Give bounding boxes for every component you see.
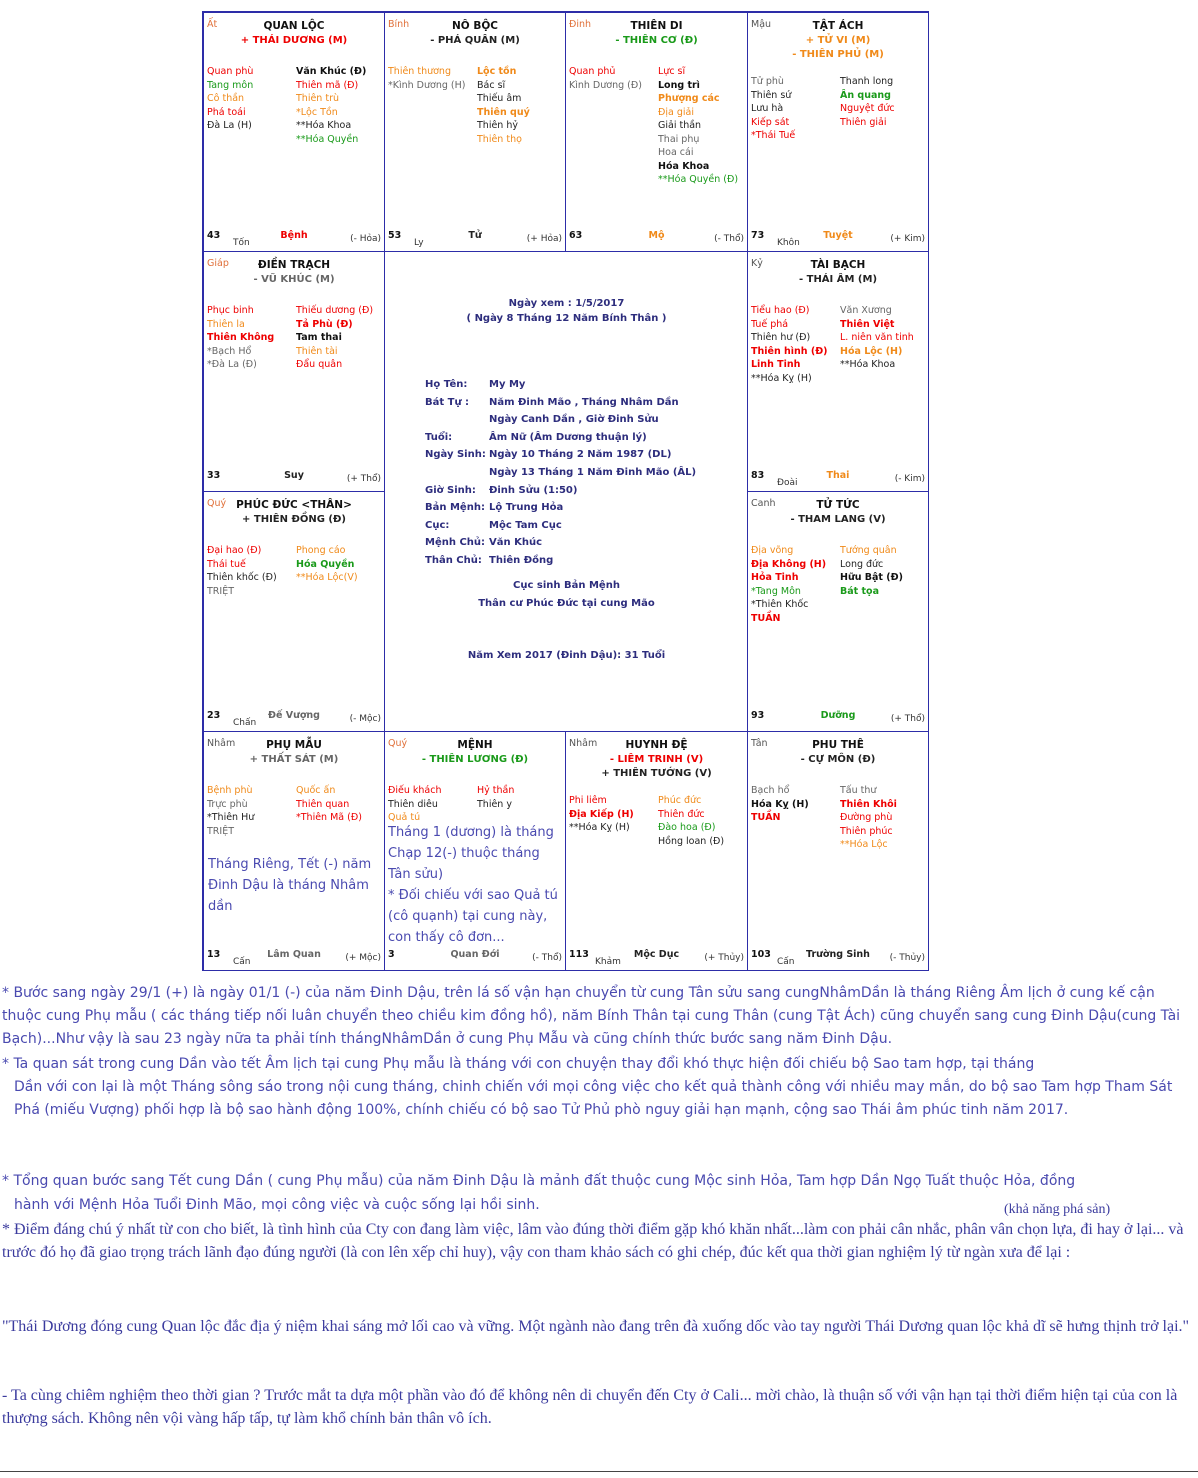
element: (- Kim) [894,474,925,484]
element: (- Thổ) [714,234,744,244]
star: *Thiên Hư [207,812,255,823]
heavenly-stem: Quý [207,498,227,509]
star: TUẦN [751,612,781,624]
palace-name: MỆNH [457,739,493,751]
star: Linh Tinh [751,359,801,370]
star: Tang môn [207,79,254,91]
heavenly-stem: Tân [751,738,768,749]
star: Địa võng [751,545,794,556]
palace-name: TẬT ÁCH [812,20,864,32]
trigram: Cấn [233,957,251,967]
trigram: Tốn [233,238,250,248]
paragraph-3b: hành với Mệnh Hỏa Tuổi Đinh Mão, mọi công việc và cuộc sống lại hồi sinh. [14,1197,540,1213]
star: Thiên thọ [477,133,522,145]
palace-name: TỬ TỨC [816,499,860,511]
trigram: Cấn [777,957,795,967]
paragraph-6: - Ta cùng chiêm nghiệm theo thời gian ? Trước mắt ta dựa một phần vào đó để không nên di chuyển đến Cty ở Cali... mời chào, là thuận số với vận hạn tại thời điểm hiện tại của con là thượng sách. Không nên vội vàng hấp tấp, tự làm khổ chính bản thân vô ích. [2,1387,1178,1427]
star: Tấu thư [840,785,877,796]
info-label: Tuổi: [425,431,453,443]
star: Tam thai [296,332,342,343]
main-star: - THIÊN PHỦ (M) [792,49,884,60]
star: **Hóa Quyền (Đ) [658,174,739,185]
star: **Hóa Khoa [840,359,896,370]
main-stars [566,34,747,48]
palace-footer [569,948,744,968]
star: Lộc tồn [477,66,517,77]
main-star: - THIÊN LƯƠNG (Đ) [421,754,529,765]
element: (- Hỏa) [350,234,381,244]
star: Thiếu âm [477,93,522,104]
star: Thiếu dương (Đ) [296,305,374,316]
palace-name: PHÚC ĐỨC <THÂN> [236,499,352,511]
star: Thiên quan [296,798,350,810]
star: Bạch hổ [751,785,790,796]
star: TUẦN [751,812,781,823]
minor-stars-left [569,794,634,835]
star: Hóa Khoa [658,160,710,172]
main-star: + THÁI DƯƠNG (M) [240,35,348,46]
star: Bệnh phù [207,785,253,796]
palace-tai-bach [747,251,929,492]
age-number: 73 [751,230,765,241]
info-value: Ngày 10 Tháng 2 Năm 1987 (DL) [489,449,672,461]
minor-stars-right [840,75,895,129]
trigram: Khôn [777,238,800,248]
element: (+ Thổ) [890,714,925,724]
horoscope-chart [202,11,929,971]
age-number: 113 [569,949,589,960]
star: **Hóa Lộc(V) [296,572,358,583]
star: *Lộc Tồn [296,106,338,118]
minor-stars-left [751,544,826,625]
view-date-lunar: ( Ngày 8 Tháng 12 Năm Bính Thân ) [466,313,667,324]
chart-center-info [385,252,748,731]
star: Thiên trù [296,93,340,104]
trigram: Chấn [233,718,257,728]
age-number: 53 [388,230,402,241]
center-line-1: Cục sinh Bản Mệnh [513,580,620,591]
main-stars [385,34,565,48]
star: Hóa Kỵ (H) [751,798,809,810]
palace-name: ĐIỀN TRẠCH [257,259,331,271]
element: (+ Thủy) [704,953,744,963]
star: Bát tọa [840,585,879,597]
minor-stars-right [840,304,914,372]
palace-footer [207,229,381,249]
info-label: Bát Tự : [425,396,470,408]
star: Lực sĩ [658,66,686,77]
info-value: Ngày Canh Dần , Giờ Đinh Sửu [489,414,659,426]
star: Đẩu quân [296,359,343,370]
main-stars [748,513,928,527]
life-stage: Đế Vượng [268,710,320,721]
palace-footer [751,948,925,968]
star: Thai phụ [658,133,700,145]
palace-footer [751,469,925,489]
palace-footer [388,948,562,968]
star: Thiên hình (Đ) [751,345,828,357]
star: **Hóa Kỵ (H) [751,372,812,384]
star: Thiên mã (Đ) [296,79,359,91]
trigram: Đoài [777,478,798,488]
star: Đào hoa (Đ) [658,822,716,833]
star: **Hóa Quyền [296,133,359,145]
star: Thiên diêu [388,798,438,810]
info-value: Ngày 13 Tháng 1 Năm Đinh Mão (ÂL) [489,466,697,478]
star: Hồng loan (Đ) [658,835,725,847]
star: Trực phù [207,798,248,810]
year-view: Năm Xem 2017 (Đinh Dậu): 31 Tuổi [467,650,666,661]
heavenly-stem: Đinh [569,19,592,30]
star: Tướng quân [840,545,897,556]
main-stars [748,273,928,287]
star: Tử phù [751,76,784,87]
life-stage: Mộ [648,230,665,241]
info-row [425,446,696,464]
palace-name: TÀI BẠCH [810,259,866,271]
main-star: - PHÁ QUÂN (M) [430,35,520,46]
info-label: Cục: [425,519,450,531]
paragraph-2a: * Ta quan sát trong cung Dần vào tết Âm lịch tại cung Phụ mẫu là tháng với con chuyện thay đổi khó thực hiện đối chiếu bộ Sao tam hợp, tại tháng [2,1056,1035,1072]
star: Ân quang [840,89,891,101]
main-stars [204,513,384,527]
age-number: 13 [207,949,221,960]
star: Phi liêm [569,795,607,806]
heavenly-stem: Canh [751,498,776,509]
element: (+ Kim) [890,234,925,244]
trigram: Khảm [595,957,621,967]
star: Hoa cái [658,147,694,158]
star: *Kình Dương (H) [388,79,466,91]
star: **Hóa Lộc [840,839,888,850]
info-row [425,411,696,429]
element: (- Mộc) [349,714,381,724]
star: Tiểu hao (Đ) [751,305,810,316]
info-label: Họ Tên: [425,379,468,390]
life-stage: Thai [826,470,850,481]
star: Văn Khúc (Đ) [296,66,367,77]
minor-stars-right [296,65,366,146]
star: Long trì [658,79,700,91]
center-line-2: Thân cư Phúc Đức tại cung Mão [478,598,655,609]
minor-stars-left [569,65,642,92]
star: TRIỆT [207,585,235,597]
info-row [425,376,696,394]
main-star: - LIÊM TRINH (V) [609,754,704,765]
personal-info [425,376,696,570]
paragraph-5: "Thái Dương đóng cung Quan lộc đắc địa ý niệm khai sáng mở lối cao và vững. Một ngành nào đang trên đà xuống dốc vào tay người Thái Dương quan lộc khả dĩ sẽ hưng thịnh trở lại." [2,1318,1190,1335]
palace-name: NÔ BỘC [451,20,498,32]
star: Thiên giải [840,116,887,128]
main-stars [566,753,747,781]
element: (+ Hỏa) [526,234,562,244]
info-label: Ngày Sinh: [425,449,486,461]
heavenly-stem: Giáp [207,258,229,269]
info-value: Âm Nữ (Âm Dương thuận lý) [489,431,647,443]
star: Quan phù [207,66,254,77]
star: Điếu khách [388,785,442,796]
paragraph-3c: (khả năng phá sản) [1004,1202,1111,1217]
main-stars [204,273,384,287]
age-number: 103 [751,949,771,960]
info-row [425,482,696,500]
main-star: - THAM LANG (V) [790,514,886,525]
star: Thiên sứ [751,89,792,101]
palace-name: QUAN LỘC [263,20,325,32]
info-row [425,464,696,482]
heavenly-stem: Ất [207,19,218,30]
star: Địa giải [658,106,694,118]
paragraph-3a: * Tổng quan bước sang Tết cung Dần ( cung Phụ mẫu) của năm Đinh Dậu là mảnh đất thuộc cung Mộc sinh Hỏa, Tam hợp Dần Ngọ Tuất thuộc Hỏa, đồng [2,1173,1076,1189]
age-number: 23 [207,710,221,721]
life-stage: Trường Sinh [806,949,870,960]
info-row [425,429,696,447]
view-date: Ngày xem : 1/5/2017 [508,298,625,309]
info-label: Giờ Sinh: [425,484,476,496]
star: Thái tuế [207,558,246,570]
star: Kình Dương (Đ) [569,79,642,91]
main-stars [204,753,384,767]
info-value: Năm Đinh Mão , Tháng Nhâm Dần [489,396,679,408]
star: Quan phủ [569,66,616,77]
minor-stars-left [751,784,809,825]
main-star: + THIÊN ĐỒNG (Đ) [242,514,346,525]
info-row [425,517,696,535]
life-stage: Bệnh [280,230,308,241]
info-value: Thiên Đồng [489,554,554,566]
star: Thanh long [840,76,894,87]
paragraph-4: * Điểm đáng chú ý nhất từ con cho biết, là tình hình của Cty con đang làm việc, lâm vào đúng thời điểm gặp khó khăn nhất...làm con phải cân nhắc, phân vân chọn lựa, đi hay ở lại... và trước đó họ đã giao trọng trách lãnh đạo đúng người (là con lên xếp chỉ huy), vậy con tham khảo sách có ghi chép, đúc kết qua thời gian nghiệm lý từ ngàn xưa để lại : [2,1221,1184,1261]
palace-huynh-de [565,731,748,971]
star: Thiên đức [658,808,705,820]
heavenly-stem: Nhâm [207,738,236,749]
minor-stars-left [751,75,795,143]
palace-tat-ach [747,12,929,252]
info-row [425,552,696,570]
star: Đà La (H) [207,120,252,131]
palace-quan-loc [203,12,385,252]
info-value: Mộc Tam Cục [489,519,562,531]
age-number: 33 [207,470,221,481]
main-stars [748,34,928,62]
palace-footer [751,229,925,249]
star: Thiên Khôi [840,798,897,810]
minor-stars-right [658,794,724,848]
main-star: - THIÊN CƠ (Đ) [615,35,698,46]
info-row [425,394,696,412]
trigram: Ly [414,238,424,248]
palace-tu-tuc [747,491,929,732]
minor-stars-left [388,784,441,825]
note-menh-1: Tháng 1 (dương) là tháng Chạp 12(-) thuộc tháng Tân sửu) [388,825,554,882]
palace-footer [207,709,381,729]
star: Thiên thương [388,66,451,77]
star: L. niên văn tinh [840,332,914,343]
minor-stars-right [296,544,358,585]
main-stars [204,34,384,48]
star: Phá toái [207,106,246,118]
star: Thiên hư (Đ) [751,332,811,343]
minor-stars-left [207,544,277,598]
age-number: 93 [751,710,765,721]
main-stars [385,753,565,767]
minor-stars-left [388,65,465,92]
star: Thiên phúc [840,825,893,837]
star: Hữu Bật (Đ) [840,572,903,583]
minor-stars-right [840,784,897,852]
star: *Bạch Hổ [207,345,252,357]
minor-stars-right [296,304,373,372]
paragraph-2b: Dần với con lại là một Tháng sông sáo trong nội cung tháng, chinh chiến với mọi công việc cho kết quả thành công với nhiều may mắn, do bộ sao Tam hợp Tham Sát Phá (miếu Vượng) phối hợp là bộ sao hành động 100%, chính chiếu có bộ sao Tử Phủ phò nguy giải hạn mạnh, cộng sao Thái âm phúc tinh năm 2017. [14,1079,1173,1118]
minor-stars-right [477,784,514,811]
star: Đường phù [840,812,893,823]
star: Phượng các [658,93,720,104]
palace-name: PHỤ MẪU [266,739,322,751]
minor-stars-right [477,65,530,146]
heavenly-stem: Bính [388,19,410,30]
star: **Hóa Kỵ (H) [569,822,630,833]
minor-stars-left [207,65,253,133]
star: Thiên quý [477,106,530,118]
star: Hóa Lộc (H) [840,345,903,357]
palace-name: THIÊN DI [630,20,683,32]
star: Tuế phá [751,318,789,330]
star: Tả Phù (Đ) [296,318,353,330]
heavenly-stem: Kỷ [751,258,763,269]
main-star: + TỬ VI (M) [805,35,871,46]
note-phu-mau: Tháng Riêng, Tết (-) năm Đinh Dậu là tháng Nhâm dần [208,857,372,914]
star: Phong cáo [296,545,346,556]
minor-stars-left [751,304,828,385]
star: Đại hao (Đ) [207,545,262,556]
info-label: Bản Mệnh: [425,502,485,514]
main-star: + THẤT SÁT (M) [249,754,339,765]
life-stage: Tử [468,230,482,241]
bottom-divider [0,1471,1198,1472]
star: *Đà La (Đ) [207,359,257,370]
star: Hỏa Tinh [751,572,799,583]
minor-stars-right [296,784,362,825]
star: Lưu hà [751,103,784,114]
star: Thiên khốc (Đ) [207,572,277,583]
star: Thiên Việt [840,318,895,330]
age-number: 43 [207,230,221,241]
palace-footer [388,229,562,249]
info-value: Lộ Trung Hỏa [489,502,564,514]
age-number: 3 [388,949,395,960]
age-number: 83 [751,470,765,481]
palace-footer [751,709,925,729]
palace-phu-the [747,731,929,971]
star: Long đức [840,558,884,570]
heavenly-stem: Mậu [751,19,772,30]
palace-footer [569,229,744,249]
star: Giải thần [658,120,702,131]
star: Kiếp sát [751,116,790,128]
palace-phu-mau [203,731,385,971]
main-star: - CỰ MÔN (Đ) [800,754,876,765]
main-star: + THIÊN TƯỚNG (V) [601,768,712,779]
info-value: My My [489,379,526,390]
minor-stars-right [658,65,738,187]
star: *Thiên Khốc [751,599,809,610]
star: Bác sĩ [477,79,506,91]
minor-stars-right [840,544,903,598]
age-number: 63 [569,230,583,241]
star: Văn Xương [840,305,892,316]
star: TRIỆT [207,825,235,837]
life-stage: Mộc Dục [633,949,680,960]
star: Thiên y [477,798,512,810]
note-menh-2: * Đối chiếu với sao Quả tú (cô quạnh) tại cung này, con thấy cô đơn... [388,888,558,945]
main-star: - THÁI ÂM (M) [798,274,878,285]
star: Thiên hỷ [477,120,518,131]
life-stage: Tuyệt [823,230,853,241]
star: Địa Không (H) [751,558,827,570]
palace-no-boc [384,12,566,252]
star: *Thái Tuế [751,130,796,141]
heavenly-stem: Nhâm [569,738,598,749]
star: Thiên tài [296,345,338,357]
star: *Tang Môn [751,585,801,597]
life-stage: Lâm Quan [267,949,321,960]
info-label: Thân Chủ: [425,554,482,566]
star: *Thiên Mã (Đ) [296,812,362,823]
star: Thiên la [207,318,245,330]
star: Cô thần [207,93,245,104]
palace-footer [207,469,381,489]
star: Thiên Không [207,332,275,343]
star: Phục binh [207,305,254,316]
star: Phúc đức [658,795,702,806]
star: Quả tú [388,812,421,823]
palace-thien-di [565,12,748,252]
star: Địa Kiếp (H) [569,808,634,820]
palace-name: HUYNH ĐỆ [625,739,688,751]
star: **Hóa Khoa [296,120,352,131]
life-stage: Suy [284,470,304,481]
info-value: Đinh Sửu (1:50) [489,484,578,496]
star: Nguyệt đức [840,103,895,114]
info-row [425,499,696,517]
element: (+ Thổ) [346,474,381,484]
heavenly-stem: Quý [388,738,408,749]
palace-dien-trach [203,251,385,492]
element: (- Thủy) [889,953,925,963]
main-stars [748,753,928,767]
star: Hóa Quyền [296,558,355,570]
star: Quốc ấn [296,785,336,796]
paragraph-1: * Bước sang ngày 29/1 (+) là ngày 01/1 (-) của năm Đinh Dậu, trên lá số vận hạn chuyển từ cung Tân sửu sang cungNhâmDần là tháng Riêng Âm lịch ở cung kế cận thuộc cung Phụ mẫu ( các tháng tiếp nối luân chuyển theo chiều kim đồng hồ), năm Bính Thân tại cung Thân (cung Tật Ách) cũng chuyển sang cung Đinh Dậu(cung Tài Bạch)...Như vậy là sau 23 ngày nữa ta phải tính thángNhâmDần ở cung Phụ Mẫu và cũng chính thức bước sang năm Đinh Dậu. [2,985,1181,1047]
palace-name: PHU THÊ [812,739,864,751]
star: Hỷ thần [477,785,515,796]
minor-stars-left [207,304,274,372]
info-value: Văn Khúc [489,537,543,549]
life-stage: Quan Đới [450,949,500,960]
palace-phuc-duc [203,491,385,732]
element: (+ Mộc) [345,953,381,963]
life-stage: Dưỡng [820,710,856,721]
palace-footer [207,948,381,968]
minor-stars-left [207,784,254,838]
info-row [425,534,696,552]
info-label: Mệnh Chủ: [425,537,486,549]
element: (- Thổ) [532,953,562,963]
main-star: - VŨ KHÚC (M) [253,274,335,285]
